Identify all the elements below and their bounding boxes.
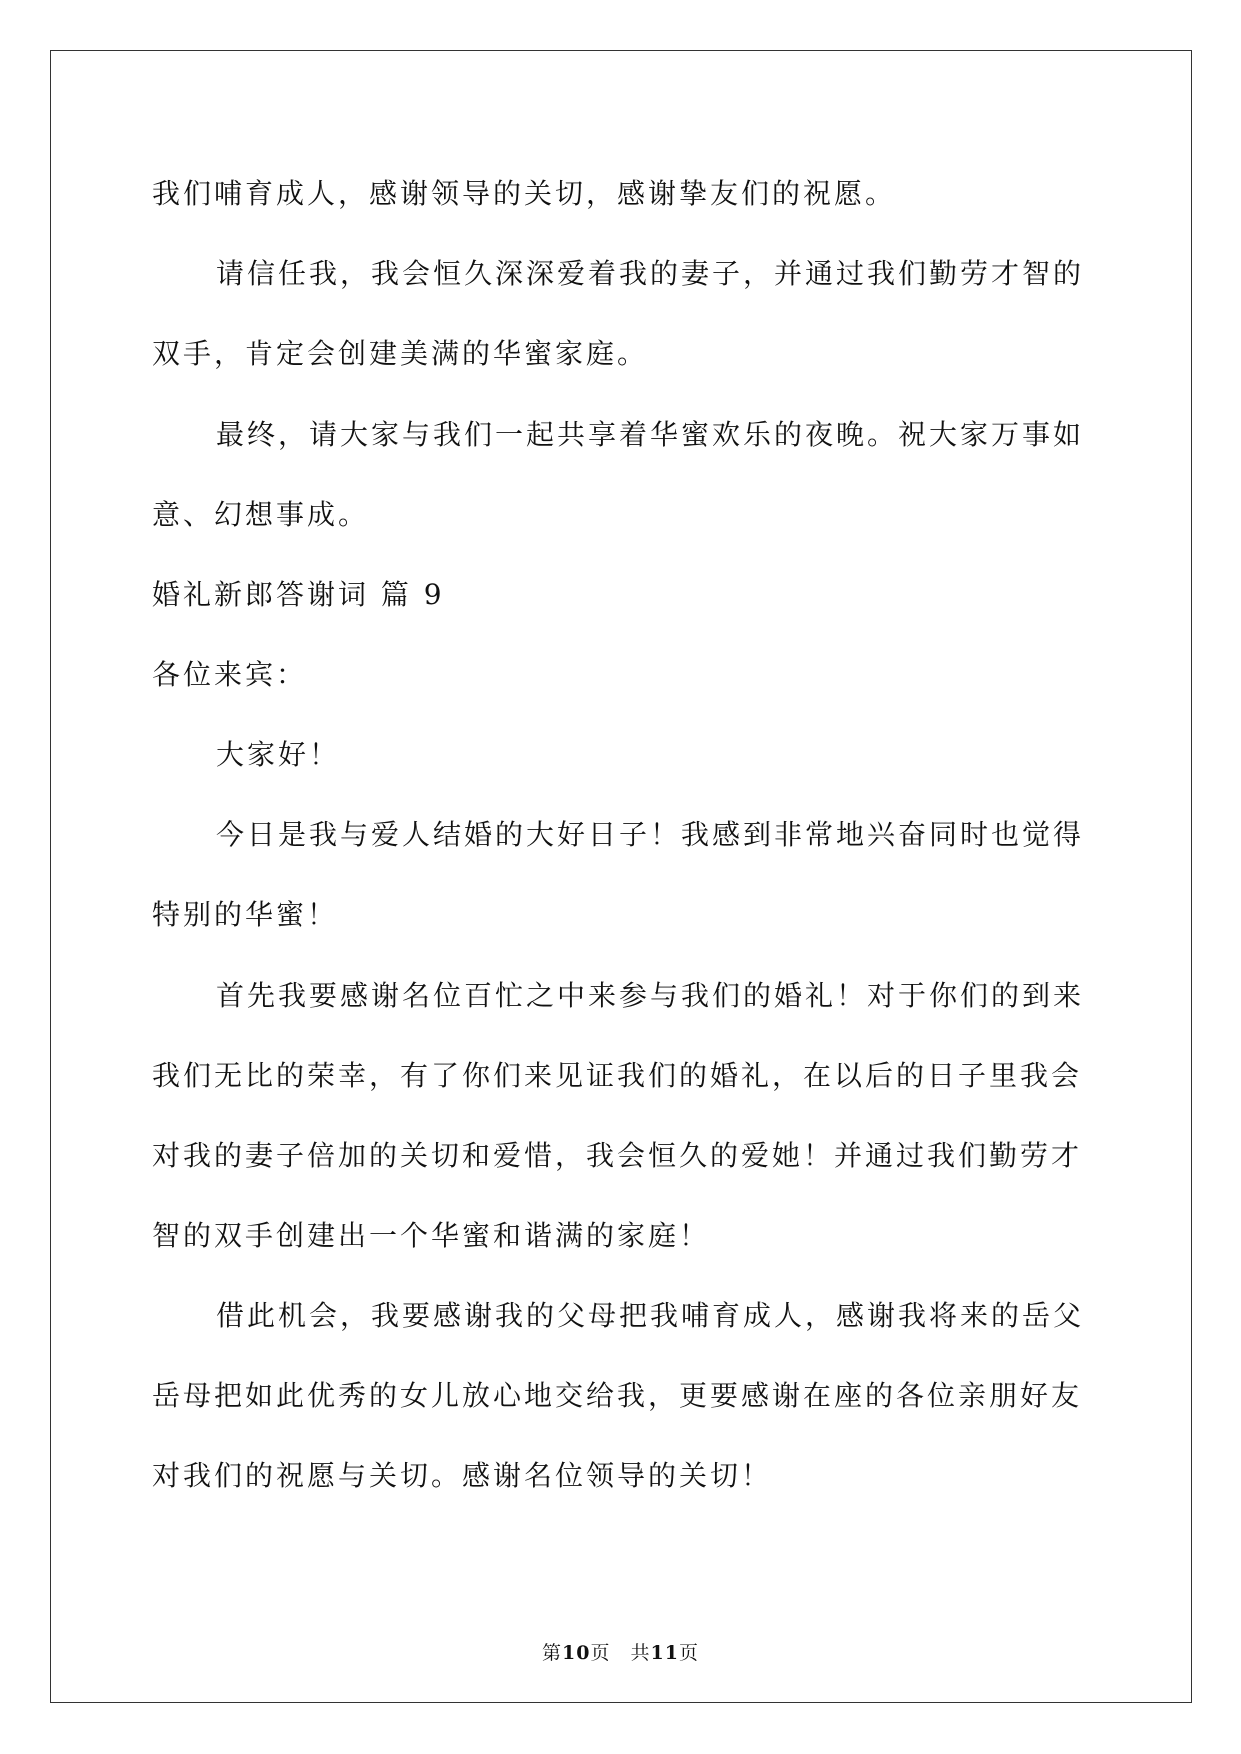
section-heading: 婚礼新郎答谢词 篇 9 — [152, 578, 445, 611]
body-line: 智的双手创建出一个华蜜和谐满的家庭！ — [152, 1219, 711, 1252]
body-line: 岳母把如此优秀的女儿放心地交给我，更要感谢在座的各位亲朋好友 — [152, 1379, 1083, 1412]
body-line: 最终，请大家与我们一起共享着华蜜欢乐的夜晚。祝大家万事如 — [216, 418, 1085, 451]
page-border — [50, 50, 1192, 1703]
salutation: 各位来宾： — [152, 658, 308, 691]
page-mid: 页 共 — [590, 1642, 651, 1664]
page-footer — [0, 1640, 1241, 1666]
body-line: 特别的华蜜！ — [152, 898, 339, 931]
current-page-number: 10 — [562, 1642, 591, 1664]
page-suffix: 页 — [678, 1642, 699, 1664]
page-prefix: 第 — [542, 1642, 563, 1664]
body-line: 我们无比的荣幸，有了你们来见证我们的婚礼，在以后的日子里我会 — [152, 1059, 1083, 1092]
body-line: 对我的妻子倍加的关切和爱惜，我会恒久的爱她！并通过我们勤劳才 — [152, 1139, 1083, 1172]
body-line: 借此机会，我要感谢我的父母把我哺育成人，感谢我将来的岳父 — [216, 1299, 1085, 1332]
total-page-number: 11 — [650, 1642, 679, 1664]
body-line: 今日是我与爱人结婚的大好日子！我感到非常地兴奋同时也觉得 — [216, 818, 1085, 851]
body-line: 请信任我，我会恒久深深爱着我的妻子，并通过我们勤劳才智的 — [216, 257, 1085, 290]
body-line: 对我们的祝愿与关切。感谢名位领导的关切！ — [152, 1459, 773, 1492]
body-line: 我们哺育成人，感谢领导的关切，感谢挚友们的祝愿。 — [152, 177, 897, 210]
greeting: 大家好！ — [216, 738, 341, 771]
body-line: 首先我要感谢名位百忙之中来参与我们的婚礼！对于你们的到来 — [216, 979, 1085, 1012]
body-line: 意、幻想事成。 — [152, 498, 370, 531]
body-line: 双手，肯定会创建美满的华蜜家庭。 — [152, 337, 649, 370]
